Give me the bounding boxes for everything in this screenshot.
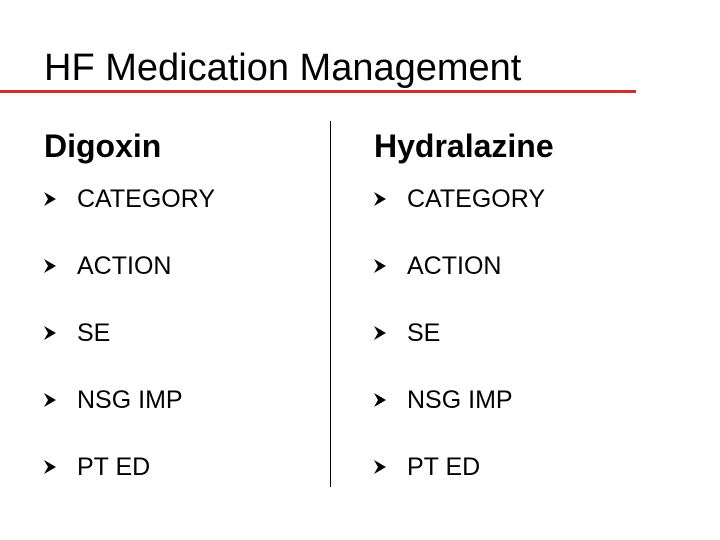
slide-title: HF Medication Management: [44, 47, 522, 89]
arrowhead-bullet-icon: [374, 259, 386, 273]
column-digoxin: [44, 124, 314, 481]
list-item-text: PT ED: [77, 452, 151, 481]
arrowhead-bullet-icon: [374, 393, 386, 407]
list-item: [44, 299, 215, 366]
list-item-text: SE: [77, 318, 111, 347]
arrowhead-bullet-icon: [44, 259, 56, 273]
arrowhead-bullet-icon: [44, 393, 56, 407]
list-item: [374, 232, 545, 299]
list-item-text: ACTION: [77, 251, 172, 280]
list-item: [374, 165, 545, 232]
arrowhead-bullet-icon: [44, 326, 56, 340]
column-heading-digoxin: Digoxin: [44, 128, 162, 164]
bullet-list-hydralazine: [374, 172, 545, 500]
arrowhead-bullet-icon: [44, 460, 56, 474]
list-item-text: SE: [407, 318, 441, 347]
list-item: [374, 366, 545, 433]
arrowhead-bullet-icon: [374, 326, 386, 340]
list-item: [44, 433, 215, 500]
list-item: [44, 165, 215, 232]
arrowhead-bullet-icon: [44, 192, 56, 206]
arrowhead-bullet-icon: [374, 192, 386, 206]
list-item: [44, 366, 215, 433]
column-heading-hydralazine: Hydralazine: [374, 128, 554, 164]
column-divider: [330, 121, 331, 487]
list-item-text: PT ED: [407, 452, 481, 481]
list-item-text: NSG IMP: [407, 385, 513, 414]
arrowhead-bullet-icon: [374, 460, 386, 474]
list-item-text: CATEGORY: [77, 184, 215, 213]
list-item: [44, 232, 215, 299]
title-underline: [0, 90, 636, 93]
list-item-text: ACTION: [407, 251, 502, 280]
list-item-text: NSG IMP: [77, 385, 183, 414]
list-item: [374, 433, 545, 500]
column-hydralazine: [374, 124, 674, 481]
bullet-list-digoxin: [44, 172, 215, 500]
list-item: [374, 299, 545, 366]
list-item-text: CATEGORY: [407, 184, 545, 213]
